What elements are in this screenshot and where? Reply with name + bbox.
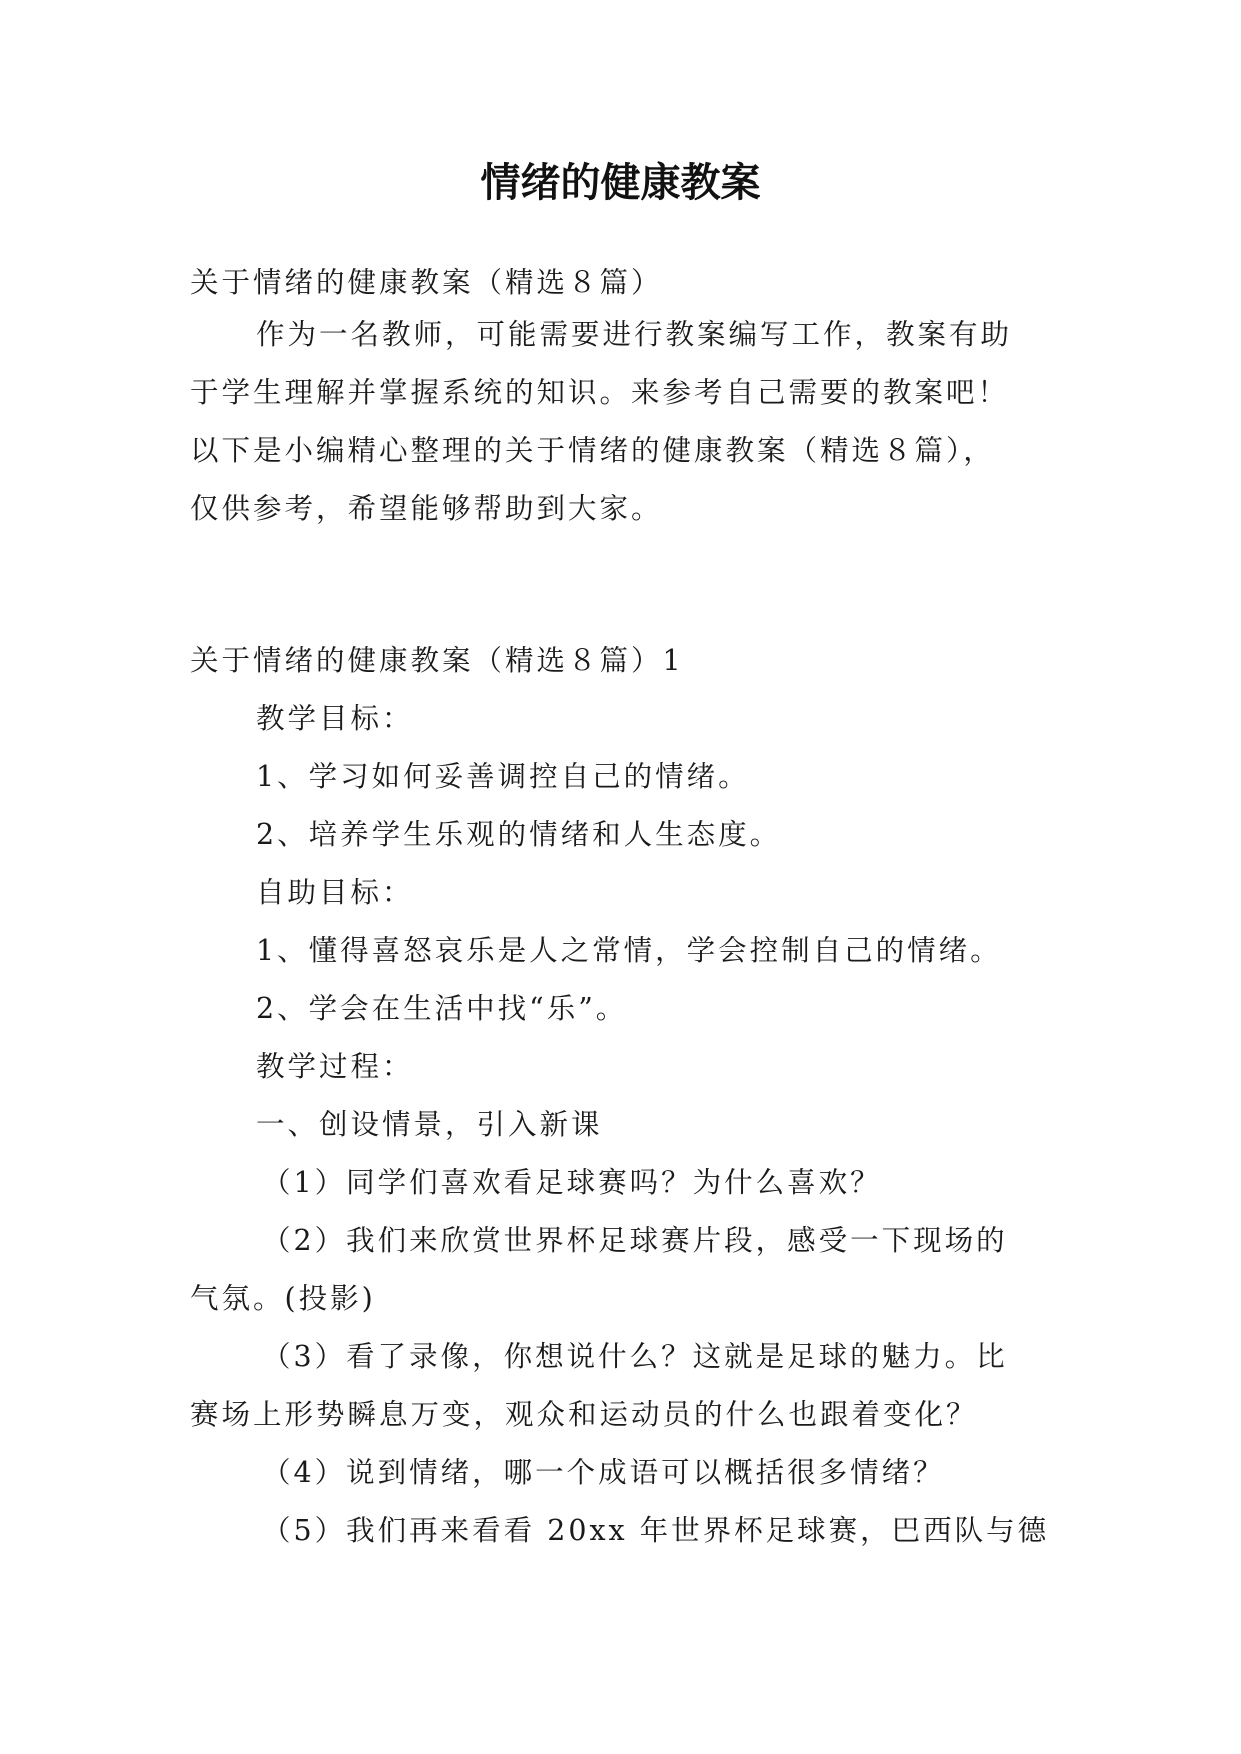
- section-line: 2、学会在生活中找“乐”。: [256, 992, 628, 1025]
- section-body: [190, 690, 1060, 1560]
- section-line: （1）同学们喜欢看足球赛吗？为什么喜欢？: [262, 1166, 882, 1199]
- section-line: 1、懂得喜怒哀乐是人之常情，学会控制自己的情绪。: [256, 934, 1002, 967]
- section-line: （2）我们来欣赏世界杯足球赛片段，感受一下现场的: [262, 1224, 1008, 1257]
- intro-line: 以下是小编精心整理的关于情绪的健康教案（精选８篇），: [190, 434, 995, 467]
- intro-line: 仅供参考，希望能够帮助到大家。: [190, 492, 663, 525]
- section-line: 气氛。(投影): [190, 1282, 376, 1315]
- section-line: 2、培养学生乐观的情绪和人生态度。: [256, 818, 782, 851]
- intro-paragraph: [190, 306, 1060, 538]
- section-line: （5）我们再来看看 20xx 年世界杯足球赛，巴西队与德: [262, 1514, 1050, 1547]
- intro-heading: 关于情绪的健康教案（精选８篇）: [190, 266, 663, 299]
- section-line: 一、创设情景，引入新课: [256, 1108, 603, 1141]
- section-line: 1、学习如何妥善调控自己的情绪。: [256, 760, 750, 793]
- section-line: （3）看了录像，你想说什么？这就是足球的魅力。比: [262, 1340, 1008, 1373]
- document-title: 情绪的健康教案: [480, 160, 761, 206]
- section-line: 自助目标：: [256, 876, 414, 909]
- section-line: （4）说到情绪，哪一个成语可以概括很多情绪？: [262, 1456, 945, 1489]
- section-line: 教学过程：: [256, 1050, 414, 1083]
- section-heading: 关于情绪的健康教案（精选８篇）1: [190, 644, 684, 677]
- intro-line: 作为一名教师，可能需要进行教案编写工作，教案有助: [256, 318, 1013, 351]
- section-line: 教学目标：: [256, 702, 414, 735]
- section-line: 赛场上形势瞬息万变，观众和运动员的什么也跟着变化？: [190, 1398, 978, 1431]
- intro-line: 于学生理解并掌握系统的知识。来参考自己需要的教案吧！: [190, 376, 1010, 409]
